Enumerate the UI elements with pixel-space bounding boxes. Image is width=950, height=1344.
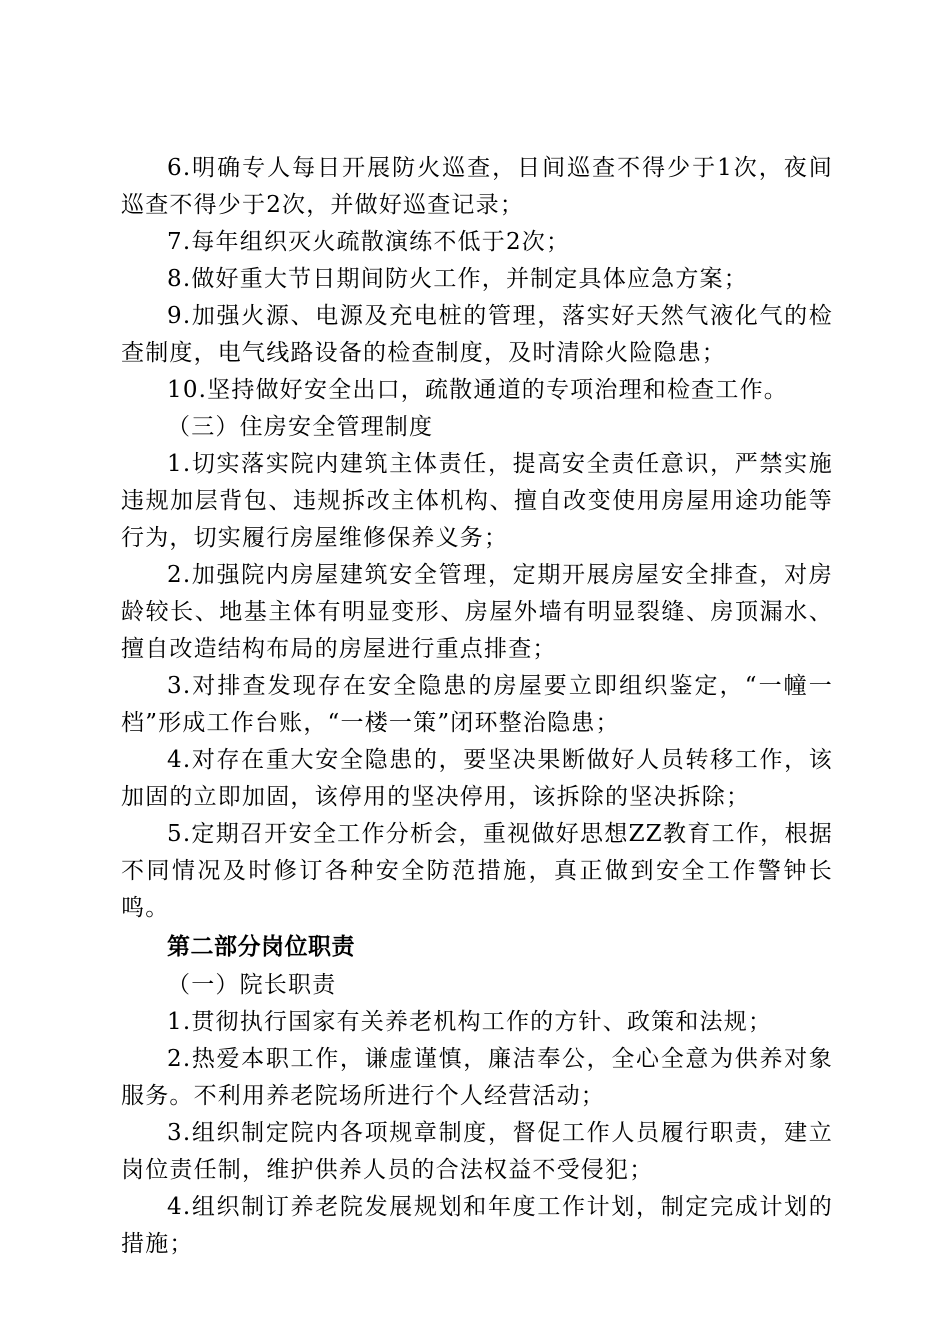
housing-heading: （三）住房安全管理制度: [167, 414, 434, 440]
fire-item-8: 8.做好重大节日期间防火工作，并制定具体应急方案；: [167, 266, 748, 292]
housing-item-5: 5.定期召开安全工作分析会，重视做好思想ZZ教育工作，根据不同情况及时修订各种安全防范措施，真正做到安全工作警钟长鸣。: [121, 821, 833, 921]
director-heading: （一）院长职责: [167, 972, 337, 998]
housing-item-2: 2.加强院内房屋建筑安全管理，定期开展房屋安全排查，对房龄较长、地基主体有明显变形、房屋外墙有明显裂缝、房顶漏水、擅自改造结构布局的房屋进行重点排查；: [121, 562, 833, 662]
housing-item-1: 1.切实落实院内建筑主体责任，提高安全责任意识，严禁实施违规加层背包、违规拆改主体机构、擅自改变使用房屋用途功能等行为，切实履行房屋维修保养义务；: [121, 451, 833, 551]
housing-item-4: 4.对存在重大安全隐患的，要坚决果断做好人员转移工作，该加固的立即加固，该停用的坚决停用，该拆除的坚决拆除；: [121, 747, 833, 810]
director-item-3: 3.组织制定院内各项规章制度，督促工作人员履行职责，建立岗位责任制，维护供养人员的合法权益不受侵犯；: [121, 1120, 833, 1183]
director-item-1: 1.贯彻执行国家有关养老机构工作的方针、政策和法规；: [167, 1009, 773, 1035]
housing-item-3: 3.对排查发现存在安全隐患的房屋要立即组织鉴定，“一幢一档”形成工作台账，“一楼一策”闭环整治隐患；: [121, 673, 833, 736]
part-two-title: 第二部分岗位职责: [167, 934, 355, 960]
director-item-4: 4.组织制订养老院发展规划和年度工作计划，制定完成计划的措施；: [121, 1194, 833, 1257]
document-page: [121, 150, 833, 1263]
fire-item-6: 6.明确专人每日开展防火巡查，日间巡查不得少于1次，夜间巡查不得少于2次，并做好巡查记录；: [121, 155, 833, 218]
fire-item-7: 7.每年组织灭火疏散演练不低于2次；: [167, 229, 571, 255]
fire-item-9: 9.加强火源、电源及充电桩的管理，落实好天然气液化气的检查制度，电气线路设备的检查制度，及时清除火险隐患；: [121, 303, 833, 366]
fire-item-10: 10.坚持做好安全出口，疏散通道的专项治理和检查工作。: [167, 377, 788, 403]
director-item-2: 2.热爱本职工作，谦虚谨慎，廉洁奉公，全心全意为供养对象服务。不利用养老院场所进行个人经营活动；: [121, 1046, 833, 1109]
